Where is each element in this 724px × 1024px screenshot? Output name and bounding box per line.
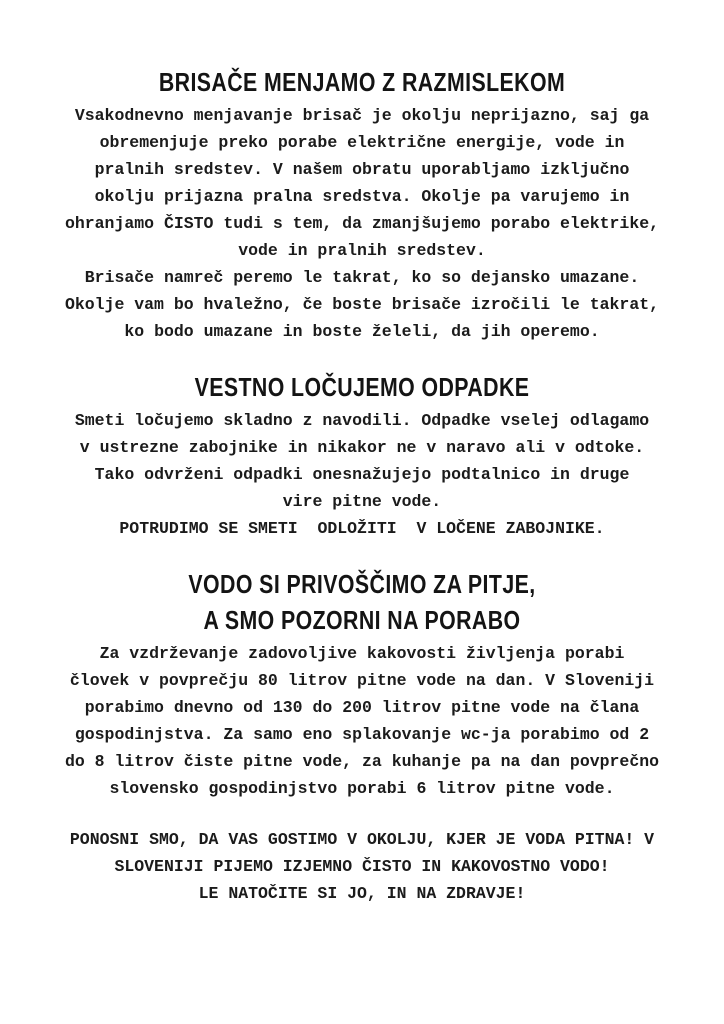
section-towels	[0, 64, 724, 345]
body-line: LE NATOČITE SI JO, IN NA ZDRAVJE!	[198, 884, 526, 903]
section-closing	[0, 826, 724, 907]
body-line: Okolje vam bo hvaležno, če boste brisače izročili le takrat,	[64, 295, 660, 314]
body-line: vire pitne vode.	[282, 492, 442, 511]
body-line: porabimo dnevno od 130 do 200 litrov pitne vode na člana	[84, 698, 640, 717]
body-line: Smeti ločujemo skladno z navodili. Odpadke vselej odlagamo	[74, 411, 650, 430]
section-heading-line: A SMO POZORNI NA PORABO	[203, 605, 521, 635]
body-line: POTRUDIMO SE SMETI ODLOŽITI V LOČENE ZABOJNIKE.	[119, 519, 605, 538]
body-line: v ustrezne zabojnike in nikakor ne v naravo ali v odtoke.	[79, 438, 645, 457]
section-heading-line: VESTNO LOČUJEMO ODPADKE	[194, 372, 530, 402]
body-line: do 8 litrov čiste pitne vode, za kuhanje pa na dan povprečno	[64, 752, 660, 771]
section-waste	[0, 369, 724, 542]
body-line: pralnih sredstev. V našem obratu uporabljamo izključno	[94, 160, 630, 179]
section-heading-line: BRISAČE MENJAMO Z RAZMISLEKOM	[158, 67, 566, 97]
body-line: vode in pralnih sredstev.	[238, 241, 486, 260]
body-line: Brisače namreč peremo le takrat, ko so dejansko umazane.	[84, 268, 640, 287]
section-heading-line: VODO SI PRIVOŠČIMO ZA PITJE,	[188, 569, 536, 599]
body-line: PONOSNI SMO, DA VAS GOSTIMO V OKOLJU, KJER JE VODA PITNA! V	[69, 830, 655, 849]
body-line: gospodinjstva. Za samo eno splakovanje wc-ja porabimo od 2	[74, 725, 650, 744]
body-line: človek v povprečju 80 litrov pitne vode na dan. V Sloveniji	[69, 671, 655, 690]
body-line: okolju prijazna pralna sredstva. Okolje pa varujemo in	[94, 187, 630, 206]
body-line: slovensko gospodinjstvo porabi 6 litrov pitne vode.	[109, 779, 615, 798]
section-water	[0, 566, 724, 802]
body-line: ko bodo umazane in boste želeli, da jih operemo.	[124, 322, 600, 341]
body-line: Vsakodnevno menjavanje brisač je okolju neprijazno, saj ga	[74, 106, 650, 125]
body-line: ohranjamo ČISTO tudi s tem, da zmanjšujemo porabo elektrike,	[64, 214, 660, 233]
body-line: Tako odvrženi odpadki onesnažujejo podtalnico in druge	[94, 465, 630, 484]
body-line: SLOVENIJI PIJEMO IZJEMNO ČISTO IN KAKOVOSTNO VODO!	[114, 857, 610, 876]
body-line: obremenjuje preko porabe električne energije, vode in	[99, 133, 625, 152]
body-line: Za vzdrževanje zadovoljive kakovosti življenja porabi	[99, 644, 625, 663]
